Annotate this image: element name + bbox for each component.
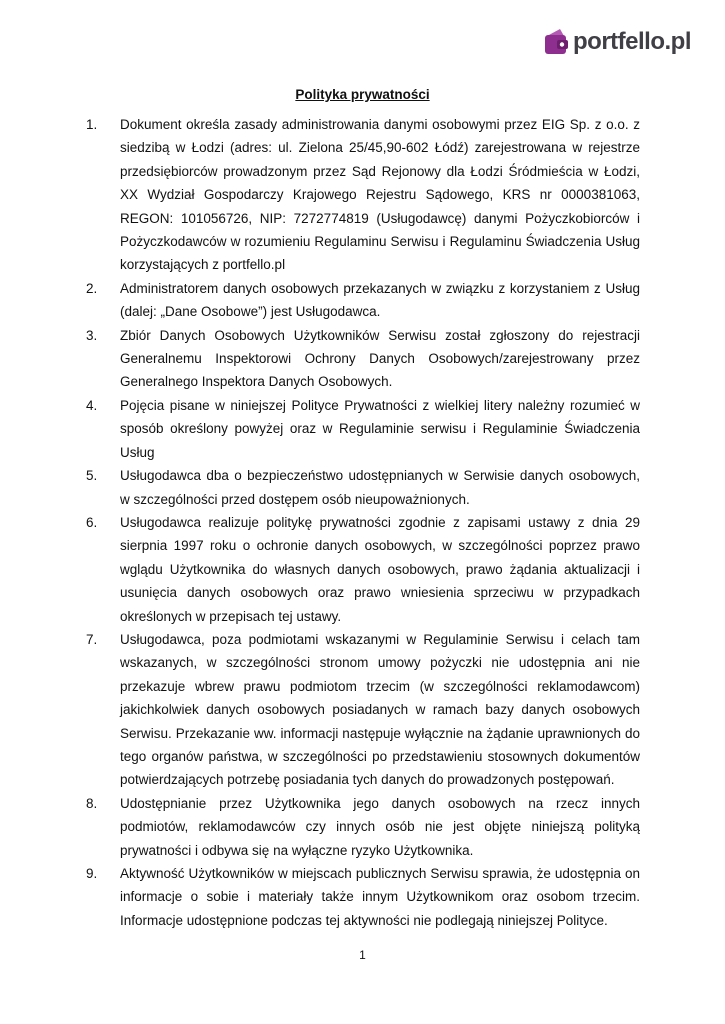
page-number: 1 [359, 948, 366, 962]
item-text: Zbiór Danych Osobowych Użytkowników Serwisu został zgłoszony do rejestracji Generalnemu Inspektorowi Ochrony Danych Osobowych/zarejestrowany przez Generalnego Inspektora Danych Osobowych. [120, 327, 640, 390]
policy-item-1 [86, 113, 640, 277]
item-text: Aktywność Użytkowników w miejscach publicznych Serwisu sprawia, że udostępnia on informacje o sobie i materiały także innym Użytkownikom oraz osobom trzecim. Informacje udostępnione podczas tej aktywności nie podlegają niniejszej Polityce. [120, 866, 640, 928]
item-number: 1. [86, 117, 98, 132]
policy-item-9 [86, 862, 640, 932]
policy-item-2 [86, 277, 640, 324]
policy-item-8 [86, 792, 640, 862]
item-number: 6. [86, 514, 98, 530]
policy-item-5 [86, 464, 640, 511]
policy-item-3 [86, 324, 640, 394]
item-text: Administratorem danych osobowych przekazanych w związku z korzystaniem z Usług (dalej: „Dane Osobowe”) jest Usługodawca. [120, 280, 640, 320]
policy-item-6 [86, 511, 640, 628]
document-title: Polityka prywatności [295, 87, 430, 102]
wallet-logo-icon [543, 27, 571, 57]
item-number: 8. [86, 795, 98, 811]
item-number: 3. [86, 327, 98, 343]
item-text: Usługodawca realizuje politykę prywatności zgodnie z zapisami ustawy z dnia 29 sierpnia 1997 roku o ochronie danych osobowych, w szczególności poprzez prawo wglądu Użytkownika do własnych danych osobowych, prawo żądania aktualizacji i usunięcia danych osobowych oraz prawo wniesienia sprzeciwu w przypadkach określonych w przepisach tej ustawy. [120, 514, 640, 624]
logo-text: portfello.pl [573, 28, 691, 55]
item-number: 7. [86, 631, 98, 647]
item-number: 2. [86, 280, 98, 296]
item-number: 4. [86, 397, 98, 413]
policy-item-7 [86, 628, 640, 792]
portfello-logo [543, 24, 691, 60]
item-text: Dokument określa zasady administrowania danymi osobowymi przez EIG Sp. z o.o. z siedzibą w Łodzi (adres: ul. Zielona 25/45,90-602 Łódź) zarejestrowana w rejestrze przedsiębiorców prowadzonym przez Sąd Rejonowy dla Łodzi Śródmieścia w Łodzi, XX Wydział Gospodarczy Krajowego Rejestru Sądowego, KRS nr 0000381063, REGON: 101056726, NIP: 7272774819 (Usługodawcę) danymi Pożyczkobiorców i Pożyczkodawców w rozumieniu Regulaminu Serwisu i Regulaminu Świadczenia Usług korzystających z portfello.pl [120, 117, 640, 273]
item-number: 5. [86, 468, 98, 484]
item-text: Pojęcia pisane w niniejszej Polityce Prywatności z wielkiej litery należny rozumieć w sposób określony powyżej oraz w Regulaminie serwisu i Regulaminie Świadczenia Usług [120, 397, 640, 460]
item-text: Udostępnianie przez Użytkownika jego danych osobowych na rzecz innych podmiotów, reklamodawców czy innych osób nie jest objęte niniejszą polityką prywatności i odbywa się na wyłączne ryzyko Użytkownika. [120, 795, 640, 858]
item-text: Usługodawca, poza podmiotami wskazanymi w Regulaminie Serwisu i celach tam wskazanych, w szczególności stronom umowy pożyczki nie udostępnia ani nie przekazuje wbrew prawu podmiotom trzecim (w szczególności reklamodawcom) jakichkolwiek danych osobowych posiadanych w ramach bazy danych osobowych Serwisu. Przekazanie ww. informacji następuje wyłącznie na żądanie uprawnionych do tego organów państwa, w szczególności po przedstawieniu stosownych dokumentów potwierdzających potrzebę posiadania tych danych do prowadzonych postępowań. [120, 631, 640, 788]
item-number: 9. [86, 866, 98, 881]
policy-item-4 [86, 394, 640, 464]
item-text: Usługodawca dba o bezpieczeństwo udostępnianych w Serwisie danych osobowych, w szczególności przed dostępem osób nieupoważnionych. [120, 468, 640, 507]
policy-list [86, 113, 640, 932]
